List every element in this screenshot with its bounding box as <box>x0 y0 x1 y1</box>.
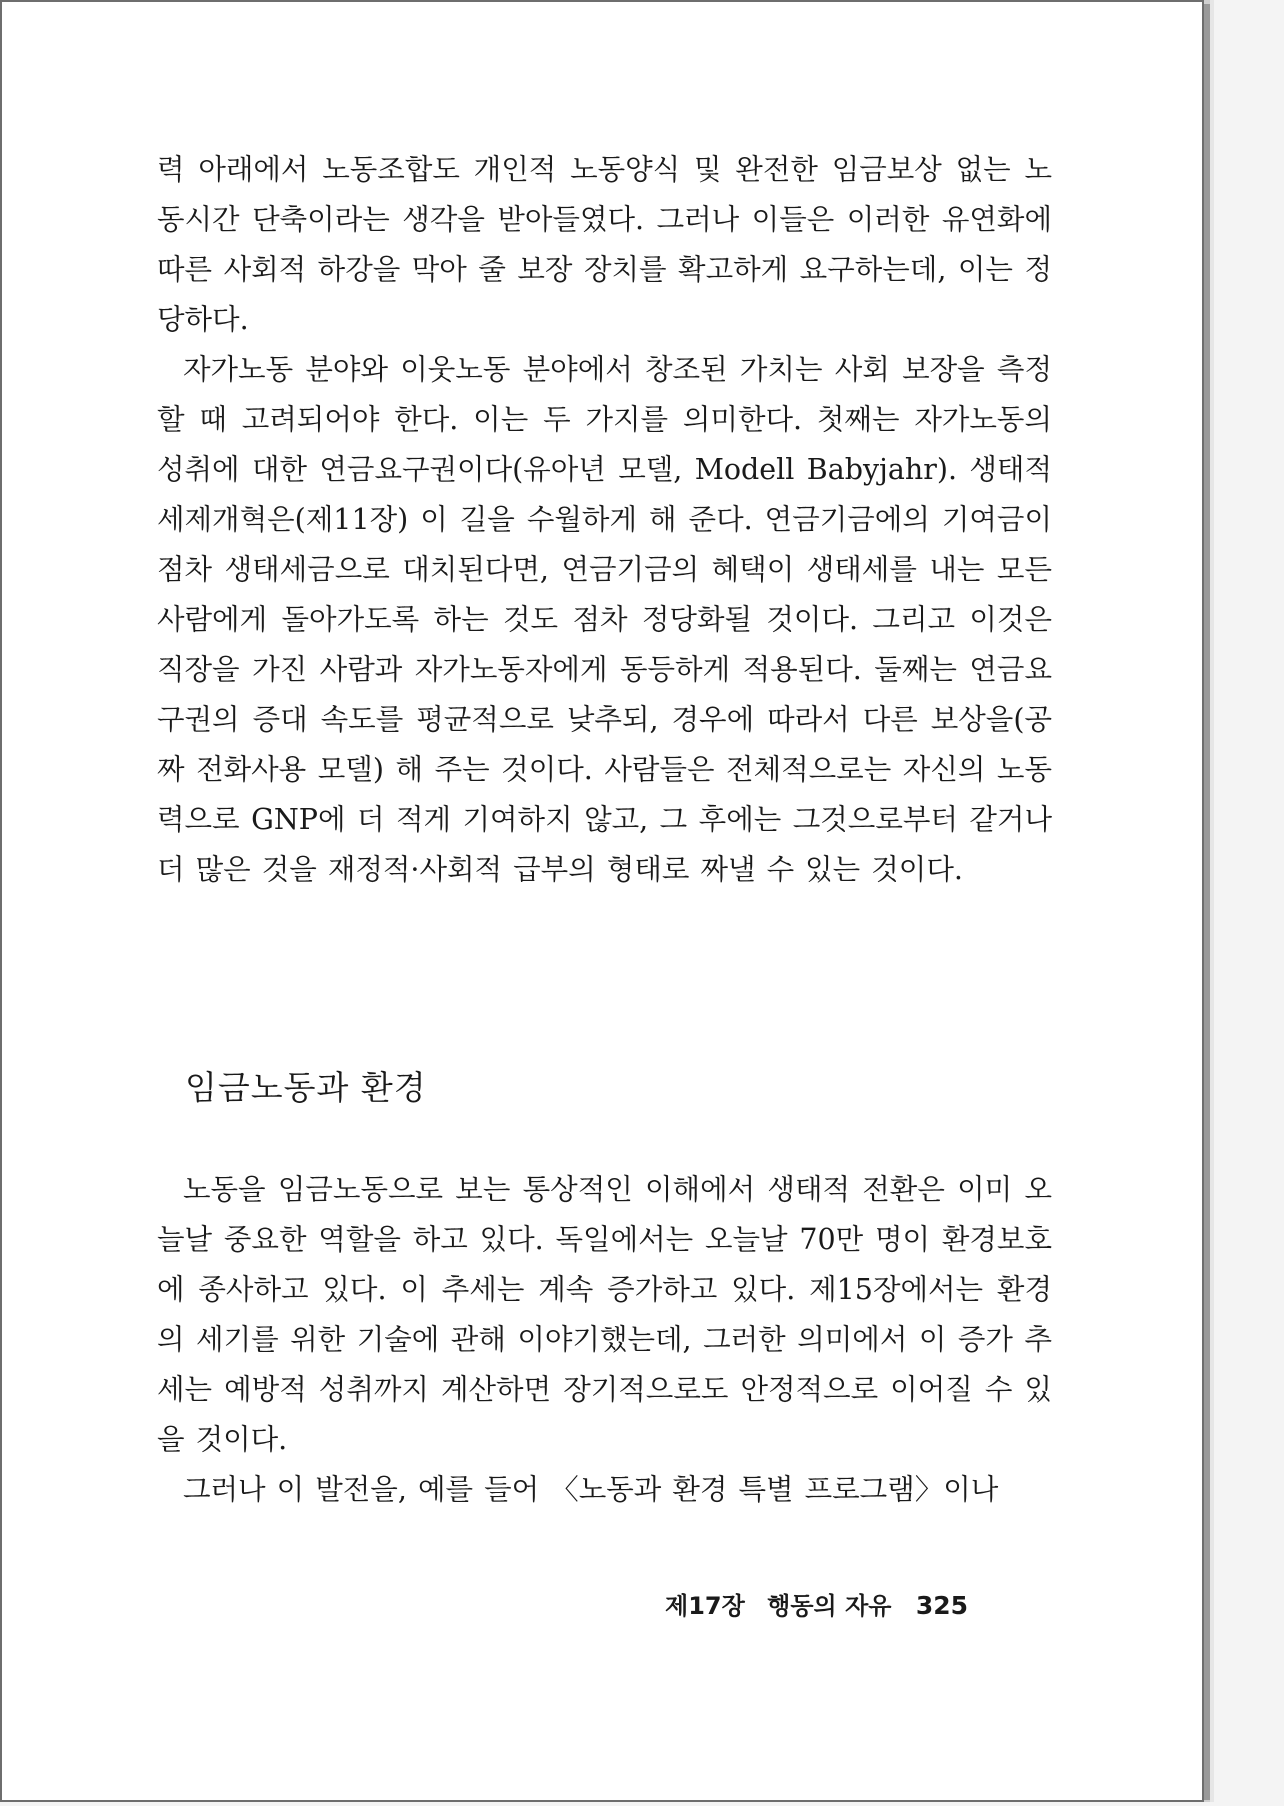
body-text-top <box>157 145 1052 895</box>
body-text-bottom <box>157 1165 1052 1515</box>
section-heading: 임금노동과 환경 <box>185 1068 427 1107</box>
paragraph-continuation: 력 아래에서 노동조합도 개인적 노동양식 및 완전한 임금보상 없는 노동시간 단축이라는 생각을 받아들였다. 그러나 이들은 이러한 유연화에 따른 사회적 하강을 막아 줄 보장 장치를 확고하게 요구하는데, 이는 정당하다. <box>157 153 1052 336</box>
running-footer <box>665 1586 968 1621</box>
page-number: 325 <box>915 1591 968 1620</box>
chapter-label: 제17장 <box>665 1592 745 1620</box>
paragraph: 그러나 이 발전을, 예를 들어 〈노동과 환경 특별 프로그램〉이나 <box>183 1473 999 1506</box>
chapter-title: 행동의 자유 <box>767 1592 892 1620</box>
paragraph: 노동을 임금노동으로 보는 통상적인 이해에서 생태적 전환은 이미 오늘날 중요한 역할을 하고 있다. 독일에서는 오늘날 70만 명이 환경보호에 종사하고 있다. 이 추세는 계속 증가하고 있다. 제15장에서는 환경의 세기를 위한 기술에 관해 이야기했는데, 그러한 의미에서 이 증가 추세는 예방적 성취까지 계산하면 장기적으로도 안정적으로 이어질 수 있을 것이다. <box>157 1173 1052 1456</box>
paragraph: 자가노동 분야와 이웃노동 분야에서 창조된 가치는 사회 보장을 측정할 때 고려되어야 한다. 이는 두 가지를 의미한다. 첫째는 자가노동의 성취에 대한 연금요구권이다(유아년 모델, Modell Babyjahr). 생태적 세제개혁은(제11장) 이 길을 수월하게 해 준다. 연금기금에의 기여금이 점차 생태세금으로 대치된다면, 연금기금의 혜택이 생태세를 내는 모든 사람에게 돌아가도록 하는 것도 점차 정당화될 것이다. 그리고 이것은 직장을 가진 사람과 자가노동자에게 동등하게 적용된다. 둘째는 연금요구권의 증대 속도를 평균적으로 낮추되, 경우에 따라서 다른 보상을(공짜 전화사용 모델) 해 주는 것이다. 사람들은 전체적으로는 자신의 노동력으로 GNP에 더 적게 기여하지 않고, 그 후에는 그것으로부터 같거나 더 많은 것을 재정적·사회적 급부의 형태로 짜낼 수 있는 것이다. <box>157 353 1052 886</box>
page-edge <box>1204 4 1210 1800</box>
